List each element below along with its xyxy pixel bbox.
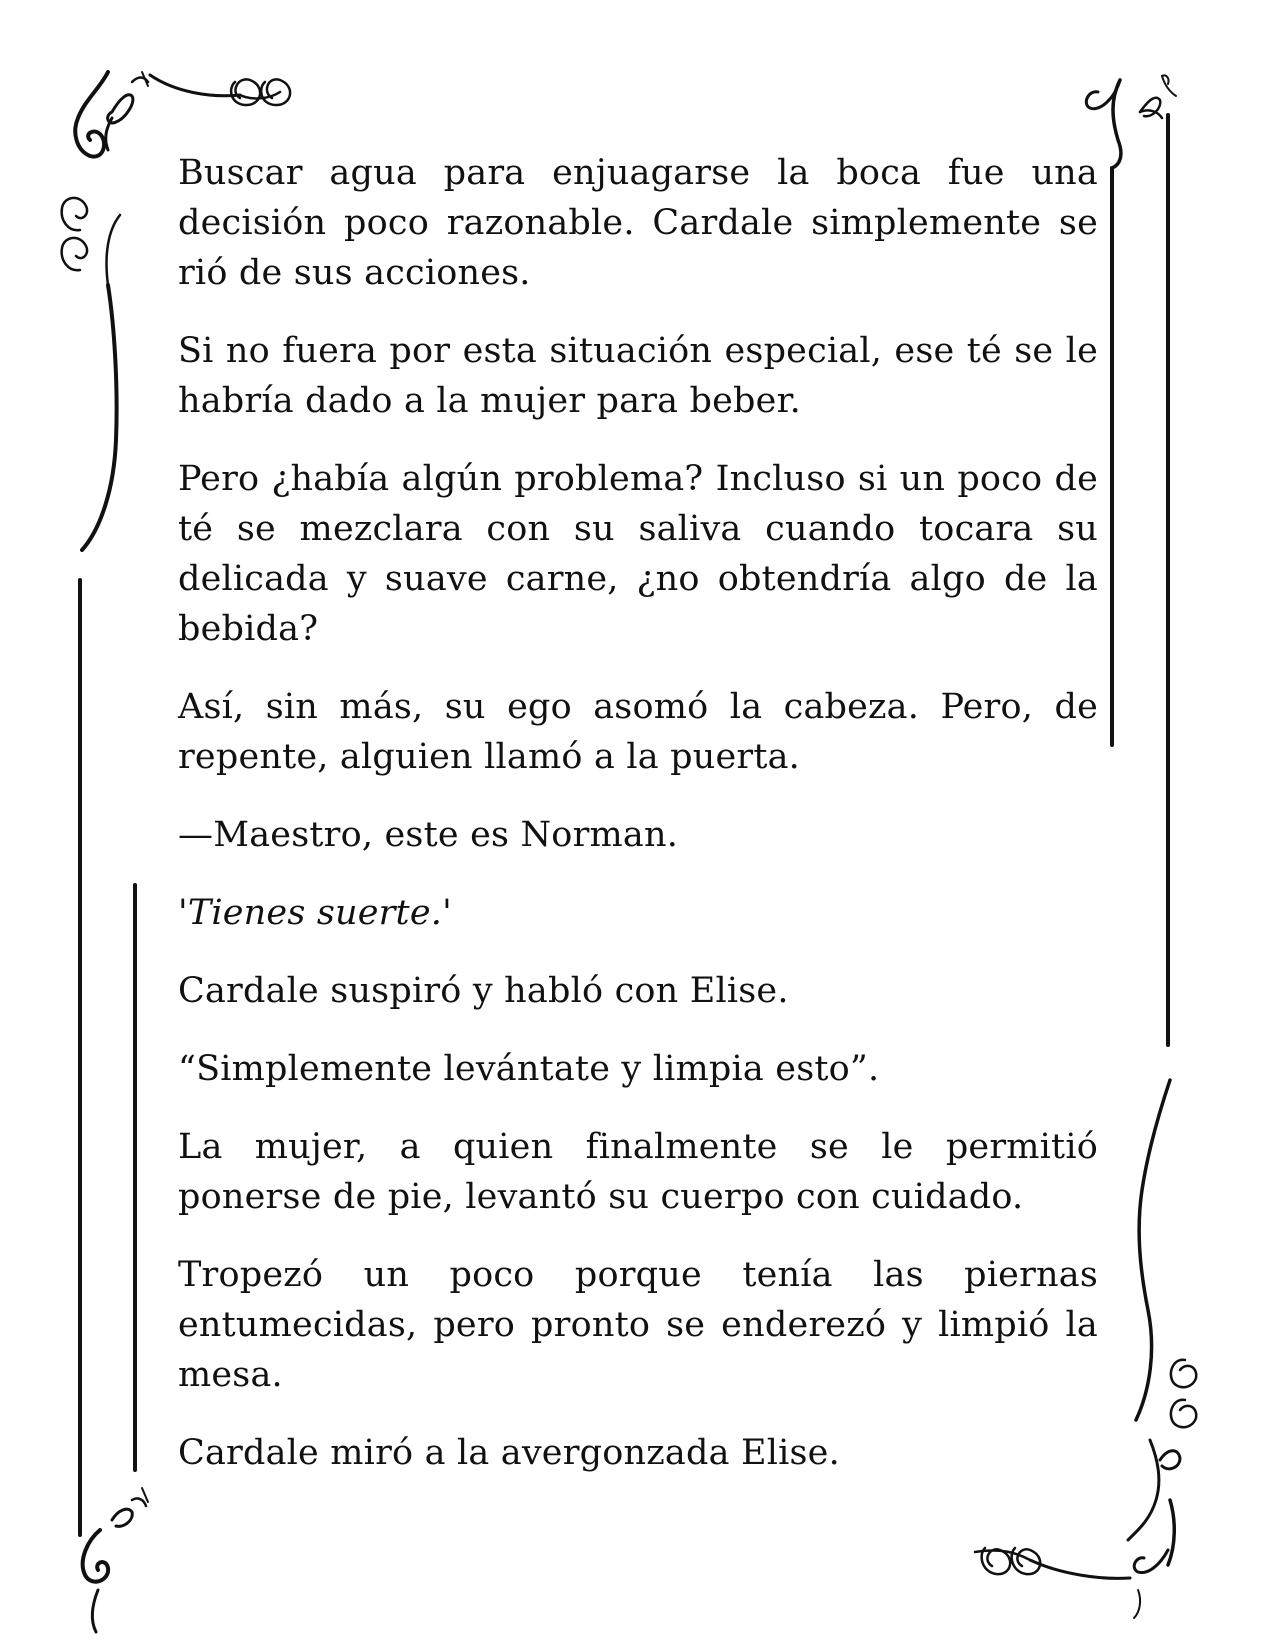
flourish-top-right-icon <box>1086 75 1176 1045</box>
dialogue-line: —Maestro, este es Norman. <box>178 815 679 855</box>
paragraph: La mujer, a quien finalmente se le permitió ponerse de pie, levantó su cuerpo con cuidado. <box>178 1127 1098 1217</box>
paragraph: Cardale miró a la avergonzada Elise. <box>178 1433 840 1473</box>
dialogue-line: “Simplemente levántate y limpia esto”. <box>178 1049 880 1089</box>
flourish-bottom-left-icon <box>83 885 148 1632</box>
chapter-text <box>178 148 1098 1506</box>
paragraph: Así, sin más, su ego asomó la cabeza. Pero, de repente, alguien llamó a la puerta. <box>178 687 1098 777</box>
thought-line: 'Tienes suerte.' <box>178 893 452 933</box>
paragraph: Buscar agua para enjuagarse la boca fue una decisión poco razonable. Cardale simplemente se rió de sus acciones. <box>178 153 1098 293</box>
paragraph: Pero ¿había algún problema? Incluso si un poco de té se mezclara con su saliva cuando tocara su delicada y suave carne, ¿no obtendría algo de la bebida? <box>178 459 1098 649</box>
paragraph: Tropezó un poco porque tenía las piernas entumecidas, pero pronto se enderezó y limpió la mesa. <box>178 1255 1098 1395</box>
paragraph: Cardale suspiró y habló con Elise. <box>178 971 789 1011</box>
paragraph: Si no fuera por esta situación especial, ese té se le habría dado a la mujer para beber. <box>178 331 1098 421</box>
